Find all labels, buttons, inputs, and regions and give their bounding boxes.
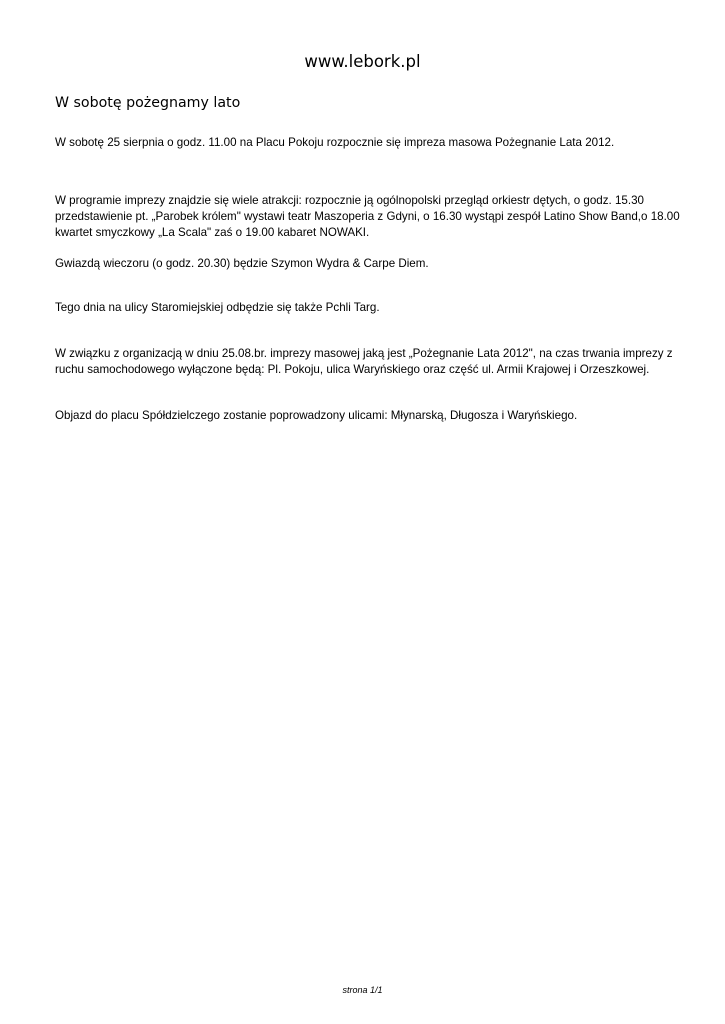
article-paragraph: Objazd do placu Spółdzielczego zostanie poprowadzony ulicami: Młynarską, Długosza i Waryńskiego. bbox=[55, 409, 578, 422]
site-header: www.lebork.pl bbox=[304, 52, 421, 71]
article-paragraph: W programie imprezy znajdzie się wiele atrakcji: rozpocznie ją ogólnopolski przegląd orkiestr dętych, o godz. 15.30 przedstawienie pt. „Parobek królem" wystawi teatr Maszoperia z Gdyni, o 16.30 wystąpi zespół Latino Show Band,o 18.00 kwartet smyczkowy „La Scala" zaś o 19.00 kabaret NOWAKI. bbox=[55, 194, 680, 239]
article-paragraph: W sobotę 25 sierpnia o godz. 11.00 na Placu Pokoju rozpocznie się impreza masowa Pożegnanie Lata 2012. bbox=[55, 136, 615, 149]
article-title: W sobotę pożegnamy lato bbox=[55, 95, 241, 111]
article-paragraph: Gwiazdą wieczoru (o godz. 20.30) będzie Szymon Wydra & Carpe Diem. bbox=[55, 257, 429, 270]
article-paragraph: Tego dnia na ulicy Staromiejskiej odbędzie się także Pchli Targ. bbox=[55, 301, 380, 314]
article-paragraph: W związku z organizacją w dniu 25.08.br. imprezy masowej jaką jest „Pożegnanie Lata 2012", na czas trwania imprezy z ruchu samochodowego wyłączone będą: Pl. Pokoju, ulica Waryńskiego oraz część ul. Armii Krajowej i Orzeszkowej. bbox=[55, 347, 673, 376]
page-number: strona 1/1 bbox=[342, 985, 383, 995]
